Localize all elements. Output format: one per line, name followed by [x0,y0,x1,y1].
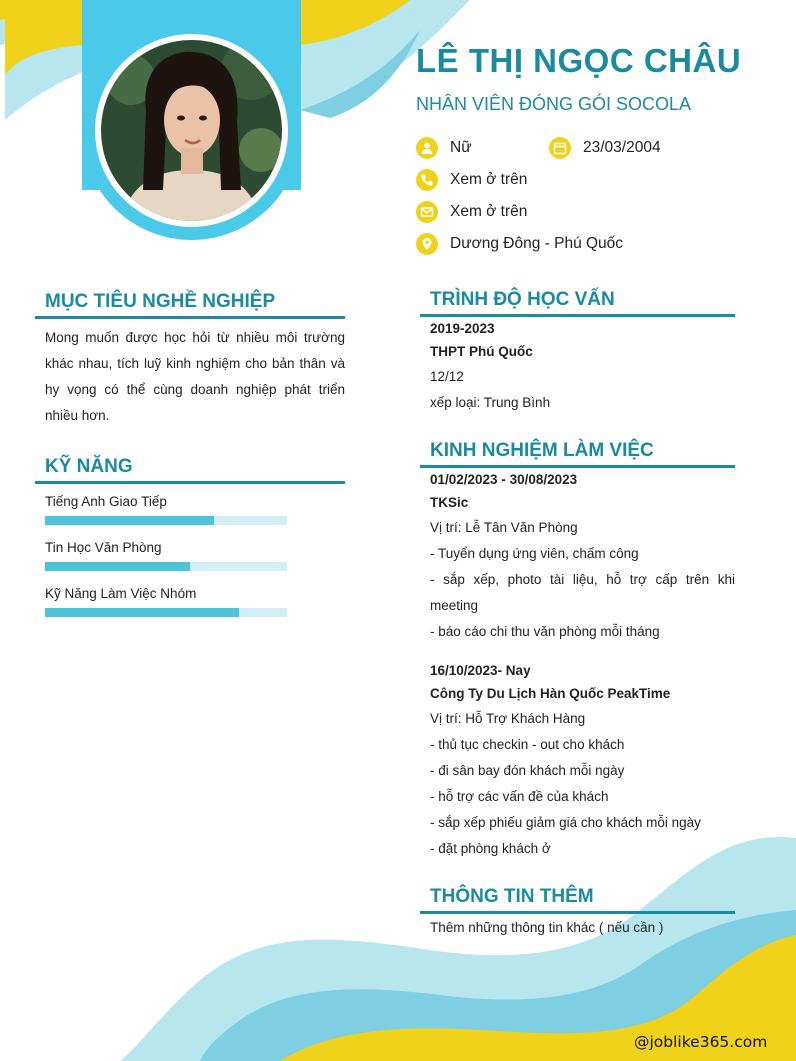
birthday-value: 23/03/2004 [583,139,661,156]
phone-value: Xem ở trên [450,171,528,188]
email-value: Xem ở trên [450,203,528,220]
job-period: 16/10/2023- Nay [430,663,531,678]
skill-bar [45,608,287,617]
info-gender [416,137,472,159]
education-rank: xếp loại: Trung Bình [430,395,551,410]
person-icon [416,137,438,159]
education-title: TRÌNH ĐỘ HỌC VẤN [430,289,615,310]
objective-divider [35,316,345,319]
calendar-icon [549,137,571,159]
experience-title: KINH NGHIỆM LÀM VIỆC [430,440,654,461]
job-task: - hỗ trợ các vấn đề của khách [430,789,609,804]
skill-bar [45,516,287,525]
location-pin-icon [416,233,438,255]
skill-label: Tin Học Văn Phòng [45,540,162,555]
skill-bar-fill [45,562,190,571]
job-title: NHÂN VIÊN ĐÓNG GÓI SOCOLA [416,94,692,114]
job-task: - báo cáo chi thu văn phòng mỗi tháng [430,624,660,639]
objective-text: Mong muốn được học hỏi từ nhiều môi trường khác nhau, tích luỹ kinh nghiệm cho bản thân và hy vọng có thể cùng doanh nghiệp phát triển nhiều hơn. [45,330,345,423]
education-grade: 12/12 [430,369,464,384]
extra-text: Thêm những thông tin khác ( nếu cần ) [430,920,664,935]
candidate-name: LÊ THỊ NGỌC CHÂU [416,42,742,79]
watermark: @joblike365.com [634,1033,768,1051]
education-school: THPT Phú Quốc [430,344,533,359]
job-task: - thủ tục checkin - out cho khách [430,737,625,752]
phone-icon [416,169,438,191]
gender-value: Nữ [450,139,472,156]
job-task: - sắp xếp, photo tài liệu, hỗ trợ cấp trên khi meeting [430,572,735,613]
job-company: TKSic [430,495,469,510]
info-address [416,233,623,255]
job-task: - đặt phòng khách ở [430,841,551,856]
skill-bar-fill [45,516,214,525]
skill-bar-fill [45,608,239,617]
address-value: Dương Đông - Phú Quốc [450,235,624,252]
skill-label: Tiếng Anh Giao Tiếp [45,494,167,509]
job-task: - đi sân bay đón khách mỗi ngày [430,763,625,778]
job-company: Công Ty Du Lịch Hàn Quốc PeakTime [430,686,671,701]
info-phone [416,169,527,191]
skills-title: KỸ NĂNG [45,456,133,477]
education-period: 2019-2023 [430,321,495,336]
info-birthday [549,137,661,159]
job-task: - Tuyển dụng ứng viên, chấm công [430,546,639,561]
extra-title: THÔNG TIN THÊM [430,886,594,907]
extra-divider [420,911,735,914]
skill-bar [45,562,287,571]
job-period: 01/02/2023 - 30/08/2023 [430,472,578,487]
objective-title: MỤC TIÊU NGHỀ NGHIỆP [45,291,276,312]
profile-photo [101,40,282,221]
job-position: Vị trí: Lễ Tân Văn Phòng [430,520,578,535]
job-task: - sắp xếp phiếu giảm giá cho khách mỗi ngày [430,815,701,830]
job-position: Vị trí: Hỗ Trợ Khách Hàng [430,711,586,726]
info-email [416,201,527,223]
mail-icon [416,201,438,223]
skills-divider [35,481,345,484]
skill-label: Kỹ Năng Làm Việc Nhóm [45,586,197,601]
